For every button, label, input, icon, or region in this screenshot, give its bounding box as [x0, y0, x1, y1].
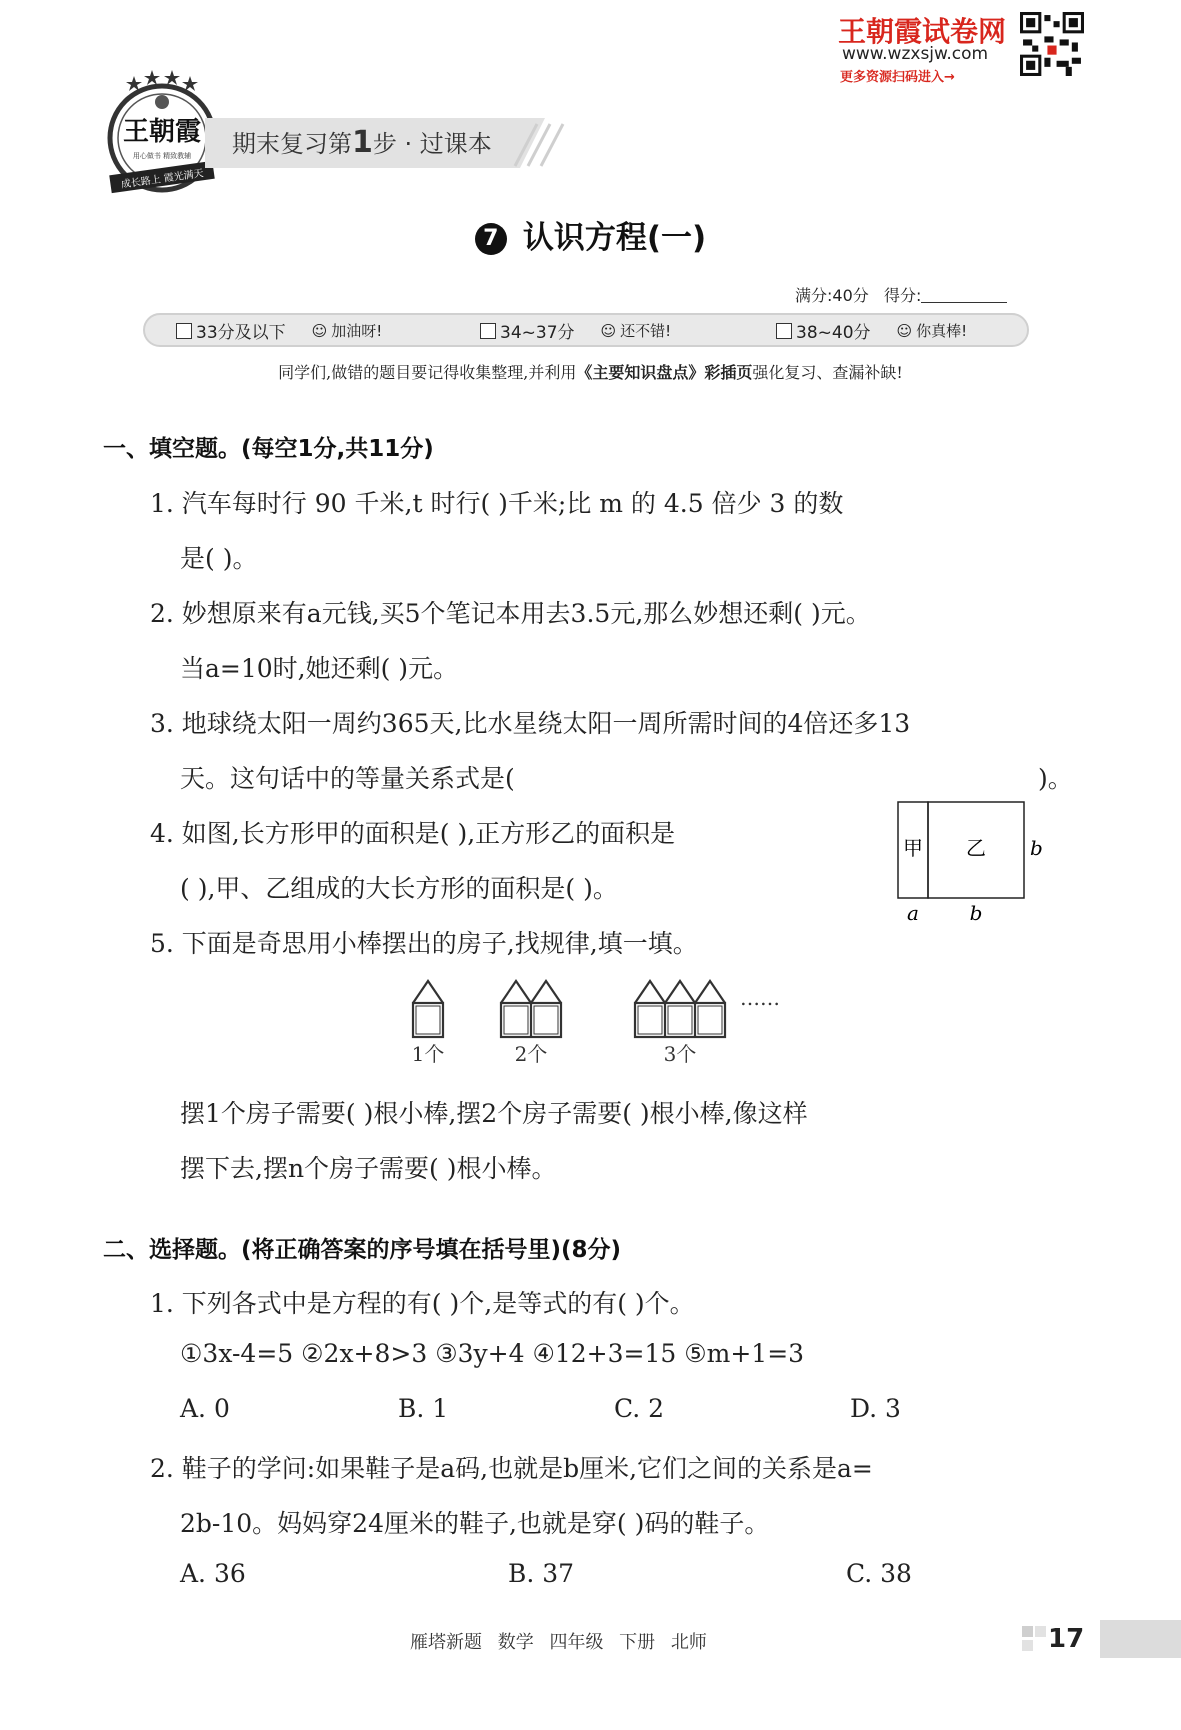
s2-q2-line-1: 2. 鞋子的学问:如果鞋子是a码,也就是b厘米,它们之间的关系是a=: [150, 1454, 873, 1483]
s2-q2-option-a[interactable]: A. 36: [180, 1559, 246, 1588]
smiley-icon: ☺: [311, 321, 328, 340]
houses-figure: [400, 975, 820, 1070]
house-2: [501, 981, 561, 1037]
section-2-title: 二、选择题。(将正确答案的序号填在括号里)(8分): [103, 1237, 622, 1263]
label-2: 2个: [514, 1042, 548, 1066]
section-1-title: 一、填空题。(每空1分,共11分): [103, 436, 434, 462]
s2-q2-line-2: 2b-10。妈妈穿24厘米的鞋子,也就是穿( )码的鞋子。: [180, 1509, 770, 1538]
svg-text:王朝霞: 王朝霞: [122, 117, 202, 147]
grade-option-2[interactable]: 34~37分 ☺ 还不错!: [480, 318, 671, 343]
s2-q1-option-b[interactable]: B. 1: [398, 1394, 449, 1423]
label-3: 3个: [663, 1042, 697, 1066]
rectangle-figure: [898, 802, 1043, 927]
label-side-b: b: [1030, 836, 1043, 860]
q4-line-2: ( ),甲、乙组成的大长方形的面积是( )。: [180, 874, 618, 903]
q3-line-2-end: )。: [1038, 764, 1073, 793]
checkbox[interactable]: [176, 323, 192, 339]
s2-q2-option-c[interactable]: C. 38: [846, 1559, 912, 1588]
svg-text:成长路上 霞光满天: 成长路上 霞光满天: [120, 168, 205, 191]
lesson-number-badge: 7: [475, 223, 507, 255]
grade-option-3[interactable]: 38~40分 ☺ 你真棒!: [776, 318, 967, 343]
q5-line-1: 5. 下面是奇思用小棒摆出的房子,找规律,填一填。: [150, 929, 698, 958]
q1-line-2: 是( )。: [180, 544, 258, 573]
smiley-icon: ☺: [896, 321, 913, 340]
qr-code-icon[interactable]: [1020, 12, 1084, 76]
house-3: [635, 981, 725, 1037]
s2-q2-option-b[interactable]: B. 37: [508, 1559, 575, 1588]
score-line: 满分:40分 得分:: [795, 283, 1007, 306]
q5-line-3: 摆下去,摆n个房子需要( )根小棒。: [180, 1154, 557, 1183]
svg-text:用心做书 精致教辅: 用心做书 精致教辅: [132, 152, 192, 160]
q3-line-1: 3. 地球绕太阳一周约365天,比水星绕太阳一周所需时间的4倍还多13: [150, 709, 911, 738]
footer-text: 雁塔新题 数学 四年级 下册 北师: [410, 1632, 707, 1653]
brand-url[interactable]: www.wzxsjw.com: [842, 44, 989, 64]
page-corner-icon: [1022, 1624, 1048, 1654]
q3-line-2: 天。这句话中的等量关系式是(: [180, 764, 515, 793]
brand-title: 王朝霞试卷网: [838, 15, 1007, 48]
house-1: [413, 981, 443, 1037]
q2-line-2: 当a=10时,她还剩( )元。: [180, 654, 459, 683]
label-jia: 甲: [903, 836, 923, 860]
header-banner: 期末复习第1步 · 过课本: [232, 125, 492, 160]
label-yi: 乙: [966, 836, 986, 860]
s2-q1-items: ①3x-4=5 ②2x+8>3 ③3y+4 ④12+3=15 ⑤m+1=3: [180, 1339, 805, 1368]
s2-q1-option-d[interactable]: D. 3: [850, 1394, 901, 1423]
q5-line-2: 摆1个房子需要( )根小棒,摆2个房子需要( )根小棒,像这样: [180, 1099, 808, 1128]
page-title: 7 认识方程(一): [0, 212, 1181, 257]
tip-line: 同学们,做错的题目要记得收集整理,并利用《主要知识盘点》彩插页强化复习、查漏补缺!: [278, 363, 903, 382]
s2-q1: 1. 下列各式中是方程的有( )个,是等式的有( )个。: [150, 1289, 695, 1318]
q1-line-1: 1. 汽车每时行 90 千米,t 时行( )千米;比 m 的 4.5 倍少 3 的数: [150, 489, 844, 518]
page-number: 17: [1048, 1624, 1085, 1654]
brand-cta: 更多资源扫码进入→: [840, 70, 955, 85]
label-bottom-a: a: [907, 901, 919, 925]
checkbox[interactable]: [776, 323, 792, 339]
q2-line-1: 2. 妙想原来有a元钱,买5个笔记本用去3.5元,那么妙想还剩( )元。: [150, 599, 871, 628]
checkbox[interactable]: [480, 323, 496, 339]
dots: ……: [740, 986, 780, 1010]
smiley-icon: ☺: [600, 321, 617, 340]
q4-line-1: 4. 如图,长方形甲的面积是( ),正方形乙的面积是: [150, 819, 676, 848]
s2-q1-option-a[interactable]: A. 0: [180, 1394, 230, 1423]
page-number-bar: [1100, 1620, 1181, 1658]
label-bottom-b: b: [969, 901, 983, 925]
label-1: 1个: [411, 1042, 445, 1066]
s2-q1-option-c[interactable]: C. 2: [614, 1394, 665, 1423]
grade-option-1[interactable]: 33分及以下 ☺ 加油呀!: [176, 318, 382, 343]
score-blank[interactable]: [921, 288, 1007, 303]
